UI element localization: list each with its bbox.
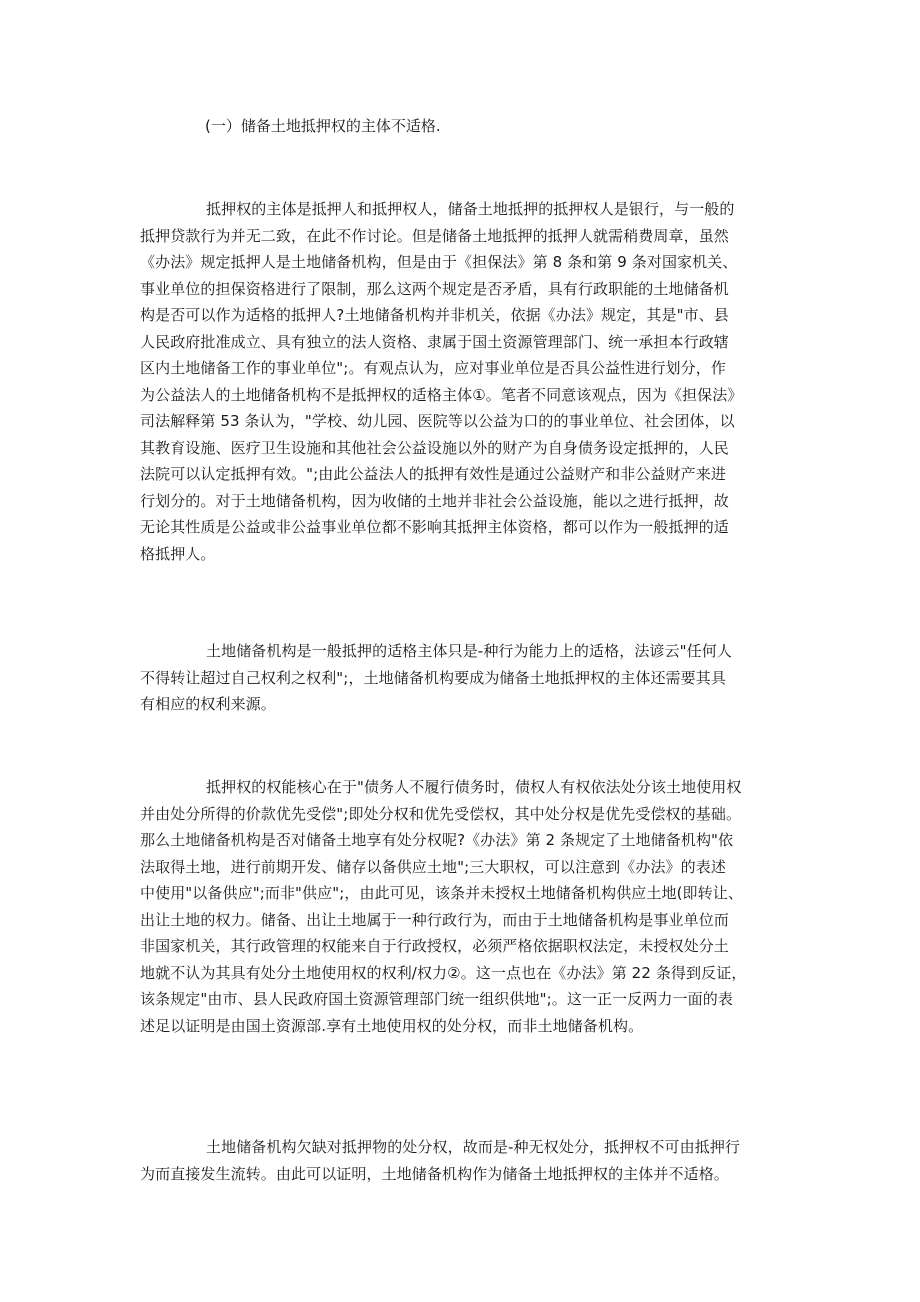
- text-line: 述足以证明是由国土资源部.享有土地使用权的处分权，而非土地储备机构。: [140, 1016, 644, 1035]
- text-line: 《办法》规定抵押人是土地储备机构，但是由于《担保法》第 8 条和第 9 条对国家机关、: [140, 253, 738, 271]
- text-line: 有相应的权利来源。: [140, 695, 276, 713]
- text-line: 并由处分所得的价款优先受偿";即处分权和优先受偿权，其中处分权是优先受偿权的基础。: [140, 804, 742, 823]
- text-line: 土地储备机构是一般抵押的适格主体只是-种行为能力上的适格，法谚云"任何人: [206, 642, 732, 660]
- text-line: 非国家机关，其行政管理的权能来自于行政授权，必须严格依据职权法定，未授权处分土: [140, 937, 729, 955]
- text-line: 格抵押人。: [140, 544, 216, 563]
- text-line: 区内土地储备工作的事业单位";。有观点认为，应对事业单位是否具公益性进行划分，作: [140, 359, 726, 377]
- paragraph-capacity: [140, 638, 785, 718]
- text-line: 抵押权的主体是抵押人和抵押权人，储备土地抵押的抵押权人是银行，与一般的: [206, 200, 735, 218]
- text-line: 无论其性质是公益或非公益事业单位都不影响其抵押主体资格，都可以作为一般抵押的适: [140, 518, 729, 536]
- text-line: 中使用"以备供应";而非"供应";，由此可见，该条并未授权土地储备机构供应土地(即转让、: [140, 884, 743, 902]
- text-line: 那么土地储备机构是否对储备土地享有处分权呢?《办法》第 2 条规定了土地储备机构"依: [140, 831, 734, 849]
- text-line: 司法解释第 53 条认为，"学校、幼儿园、医院等以公益为口的的事业单位、社会团体，以: [140, 412, 735, 430]
- text-line: 该条规定"由市、县人民政府国土资源管理部门统一组织供地";。这一正一反两力一面的表: [140, 990, 733, 1008]
- text-line: 为公益法人的土地储备机构不是抵押权的适格主体①。笔者不同意该观点，因为《担保法》: [140, 385, 743, 404]
- text-line: 为而直接发生流转。由此可以证明，土地储备机构作为储备土地抵押权的主体并不适格。: [140, 1164, 729, 1183]
- section-heading: (一）储备土地抵押权的主体不适格.: [205, 117, 441, 135]
- text-line: 抵押权的权能核心在于"债务人不履行债务时，债权人有权依法处分该土地使用权: [206, 778, 742, 796]
- text-line: 抵押贷款行为并无二致，在此不作讨论。但是储备土地抵押的抵押人就需稍费周章，虽然: [140, 226, 729, 245]
- text-line: 法院可以认定抵押有效。";由此公益法人的抵押有效性是通过公益财产和非公益财产来进: [140, 465, 726, 483]
- text-line: 地就不认为其具有处分土地使用权的权利/权力②。这一点也在《办法》第 22 条得到反证，: [140, 963, 747, 982]
- text-line: 构是否可以作为适格的抵押人?土地储备机构并非机关，依据《办法》规定，其是"市、县: [140, 306, 729, 324]
- text-line: 事业单位的担保资格进行了限制，那么这两个规定是否矛盾，具有行政职能的土地储备机: [140, 279, 729, 298]
- text-line: 法取得土地，进行前期开发、储存以备供应土地";三大职权，可以注意到《办法》的表述: [140, 857, 726, 876]
- text-line: 土地储备机构欠缺对抵押物的处分权，故而是-种无权处分，抵押权不可由抵押行: [206, 1138, 741, 1156]
- paragraph-disposal-right: [140, 774, 785, 1039]
- paragraph-subject-analysis: [140, 196, 785, 567]
- text-line: 其教育设施、医疗卫生设施和其他社会公益设施以外的财产为自身债务设定抵押的，人民: [140, 438, 729, 457]
- paragraph-conclusion: [140, 1134, 785, 1187]
- text-line: 出让土地的权力。储备、出让土地属于一种行政行为，而由于土地储备机构是事业单位而: [140, 910, 729, 929]
- text-line: 人民政府批准成立、具有独立的法人资格、隶属于国土资源管理部门、统一承担本行政辖: [140, 332, 729, 351]
- text-line: 不得转让超过自己权利之权利";，土地储备机构要成为储备土地抵押权的主体还需要其具: [140, 668, 726, 687]
- text-line: 行划分的。对于土地储备机构，因为收储的土地并非社会公益设施，能以之进行抵押，故: [140, 491, 729, 510]
